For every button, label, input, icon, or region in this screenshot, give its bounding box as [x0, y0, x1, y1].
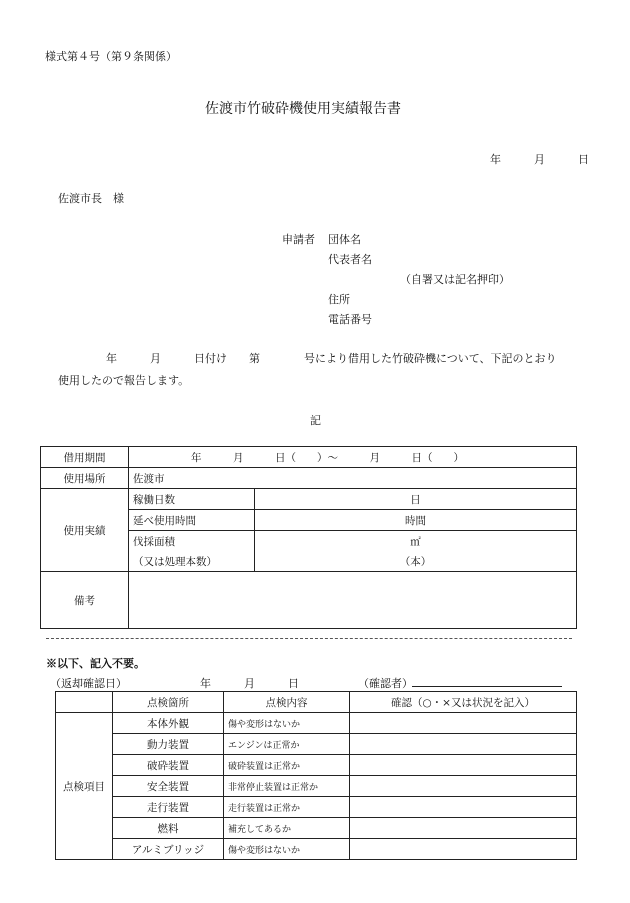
part-cell: 走行装置: [113, 797, 224, 818]
hours-unit: 時間: [255, 510, 577, 531]
check-cell: [350, 818, 577, 839]
content-cell: 非常停止装置は正常か: [224, 776, 350, 797]
header-blank: [56, 692, 113, 713]
count-label: （又は処理本数）: [129, 551, 255, 572]
check-cell: [350, 797, 577, 818]
period-label: 借用期間: [41, 447, 129, 468]
return-date: 年 月 日: [200, 677, 299, 690]
count-unit: （本）: [255, 551, 577, 572]
ki-heading: 記: [310, 414, 321, 427]
form-number: 様式第４号（第９条関係）: [45, 50, 177, 63]
check-cell: [350, 713, 577, 734]
days-unit: 日: [255, 489, 577, 510]
inspection-table: [55, 691, 577, 860]
applicant-phone: 電話番号: [328, 313, 372, 326]
results-label: 使用実績: [41, 489, 129, 572]
applicant-address: 住所: [328, 293, 350, 306]
cut-line: [46, 638, 572, 639]
days-label: 稼働日数: [129, 489, 255, 510]
usage-table: [40, 446, 577, 629]
note-header: ※以下、記入不要。: [46, 657, 145, 670]
check-cell: [350, 839, 577, 860]
check-cell: [350, 776, 577, 797]
check-cell: [350, 755, 577, 776]
addressee: 佐渡市長 様: [58, 192, 124, 205]
part-cell: 燃料: [113, 818, 224, 839]
applicant-org: 団体名: [328, 233, 361, 246]
content-cell: 走行装置は正常か: [224, 797, 350, 818]
hours-label: 延べ使用時間: [129, 510, 255, 531]
date-line: 年 月 日: [490, 153, 589, 166]
notes-label: 備考: [41, 572, 129, 629]
applicant-rep: 代表者名: [328, 253, 372, 266]
body-line-2: 使用したので報告します。: [58, 374, 190, 387]
check-cell: [350, 734, 577, 755]
area-label: 伐採面積: [129, 531, 255, 552]
confirmer-label: （確認者）: [358, 677, 413, 690]
content-cell: 補充してあるか: [224, 818, 350, 839]
confirmer-line: [412, 686, 562, 687]
place-label: 使用場所: [41, 468, 129, 489]
body-line-1: 年 月 日付け 第 号により借用した竹破砕機について、下記のとおり: [106, 352, 557, 365]
header-part: 点検箇所: [113, 692, 224, 713]
area-unit: ㎡: [255, 531, 577, 552]
part-cell: 動力装置: [113, 734, 224, 755]
content-cell: 傷や変形はないか: [224, 713, 350, 734]
part-cell: アルミブリッジ: [113, 839, 224, 860]
header-content: 点検内容: [224, 692, 350, 713]
return-label: （返却確認日）: [50, 677, 127, 690]
place-value: 佐渡市: [129, 468, 577, 489]
part-cell: 安全装置: [113, 776, 224, 797]
part-cell: 破砕装置: [113, 755, 224, 776]
content-cell: 破砕装置は正常か: [224, 755, 350, 776]
notes-value: [129, 572, 577, 629]
page-title: 佐渡市竹破砕機使用実績報告書: [205, 101, 401, 117]
part-cell: 本体外観: [113, 713, 224, 734]
content-cell: エンジンは正常か: [224, 734, 350, 755]
period-value: 年 月 日（ ）～ 月 日（ ）: [129, 447, 577, 468]
applicant-label: 申請者: [282, 233, 315, 246]
header-check: 確認（○・×又は状況を記入）: [350, 692, 577, 713]
content-cell: 傷や変形はないか: [224, 839, 350, 860]
group-label: 点検項目: [56, 713, 113, 860]
applicant-sign-note: （自署又は記名押印）: [400, 273, 510, 286]
